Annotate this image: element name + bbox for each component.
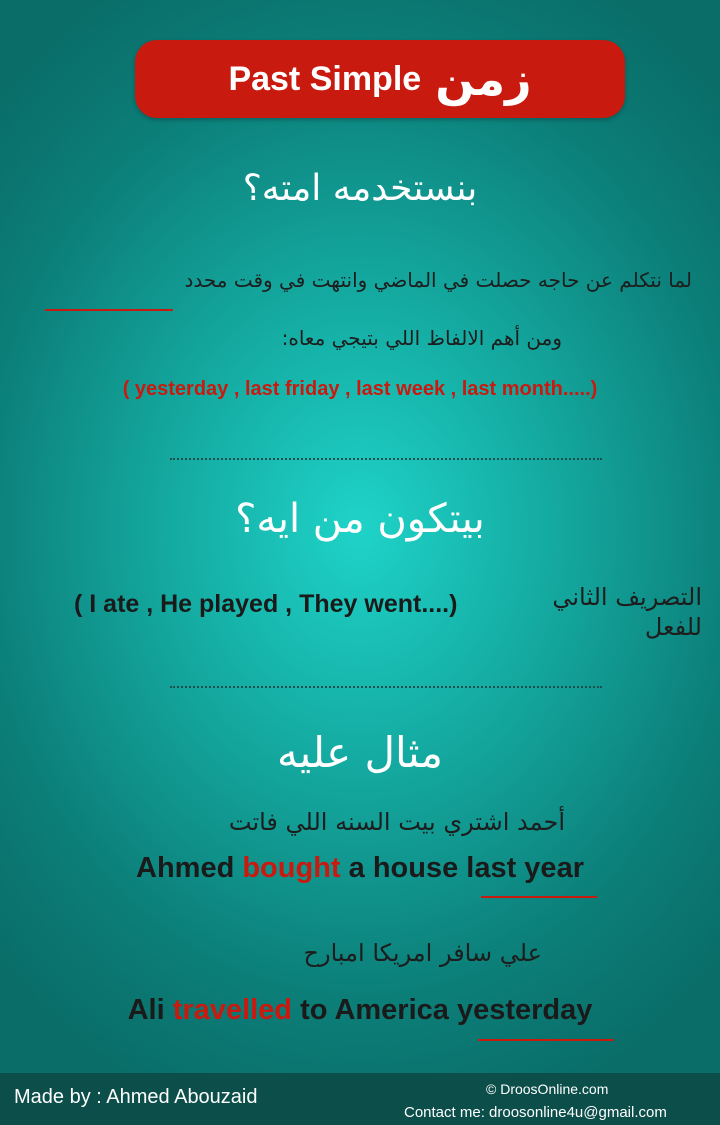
form-rule-line1: التصريف الثاني <box>552 583 702 611</box>
example2-arabic: علي سافر امريكا امبارح <box>303 939 542 967</box>
keywords-list: ( yesterday , last friday , last week , last month.....) <box>122 378 598 400</box>
footer <box>0 1073 720 1125</box>
example2-english <box>0 994 720 1027</box>
example2-part1: Ali <box>127 994 173 1026</box>
section-divider-2 <box>170 686 602 688</box>
example2-verb: travelled <box>172 994 293 1026</box>
usage-heading: بنستخدمه امته؟ <box>242 168 478 209</box>
example1-english <box>0 852 720 885</box>
form-rule-line2: للفعل <box>644 613 702 641</box>
form-examples: ( I ate , He played , They went....) <box>74 590 458 618</box>
title-arabic: زمن <box>435 52 532 106</box>
example1-part1: Ahmed <box>136 852 243 884</box>
keywords-intro: ومن أهم الالفاظ اللي بتيجي معاه: <box>281 326 562 350</box>
form-heading: بيتكون من ايه؟ <box>235 496 485 542</box>
example1-underline <box>481 896 597 898</box>
footer-author: Made by : Ahmed Abouzaid <box>14 1086 258 1108</box>
example2-part2: to America yesterday <box>292 994 593 1026</box>
example-heading: مثال عليه <box>277 728 443 777</box>
usage-underline <box>45 309 173 311</box>
usage-description: لما نتكلم عن حاجه حصلت في الماضي وانتهت في وقت محدد <box>184 268 692 292</box>
section-divider-1 <box>170 458 602 460</box>
footer-contact: Contact me: droosonline4u@gmail.com <box>404 1104 667 1121</box>
example2-underline <box>478 1039 614 1041</box>
form-rule <box>552 582 702 642</box>
footer-site: © DroosOnline.com <box>486 1081 609 1097</box>
title-english: Past Simple <box>228 59 422 98</box>
title-banner <box>135 40 625 118</box>
example1-part2: a house last year <box>340 852 584 884</box>
example1-verb: bought <box>242 852 341 884</box>
example1-arabic: أحمد اشتري بيت السنه اللي فاتت <box>228 808 565 836</box>
